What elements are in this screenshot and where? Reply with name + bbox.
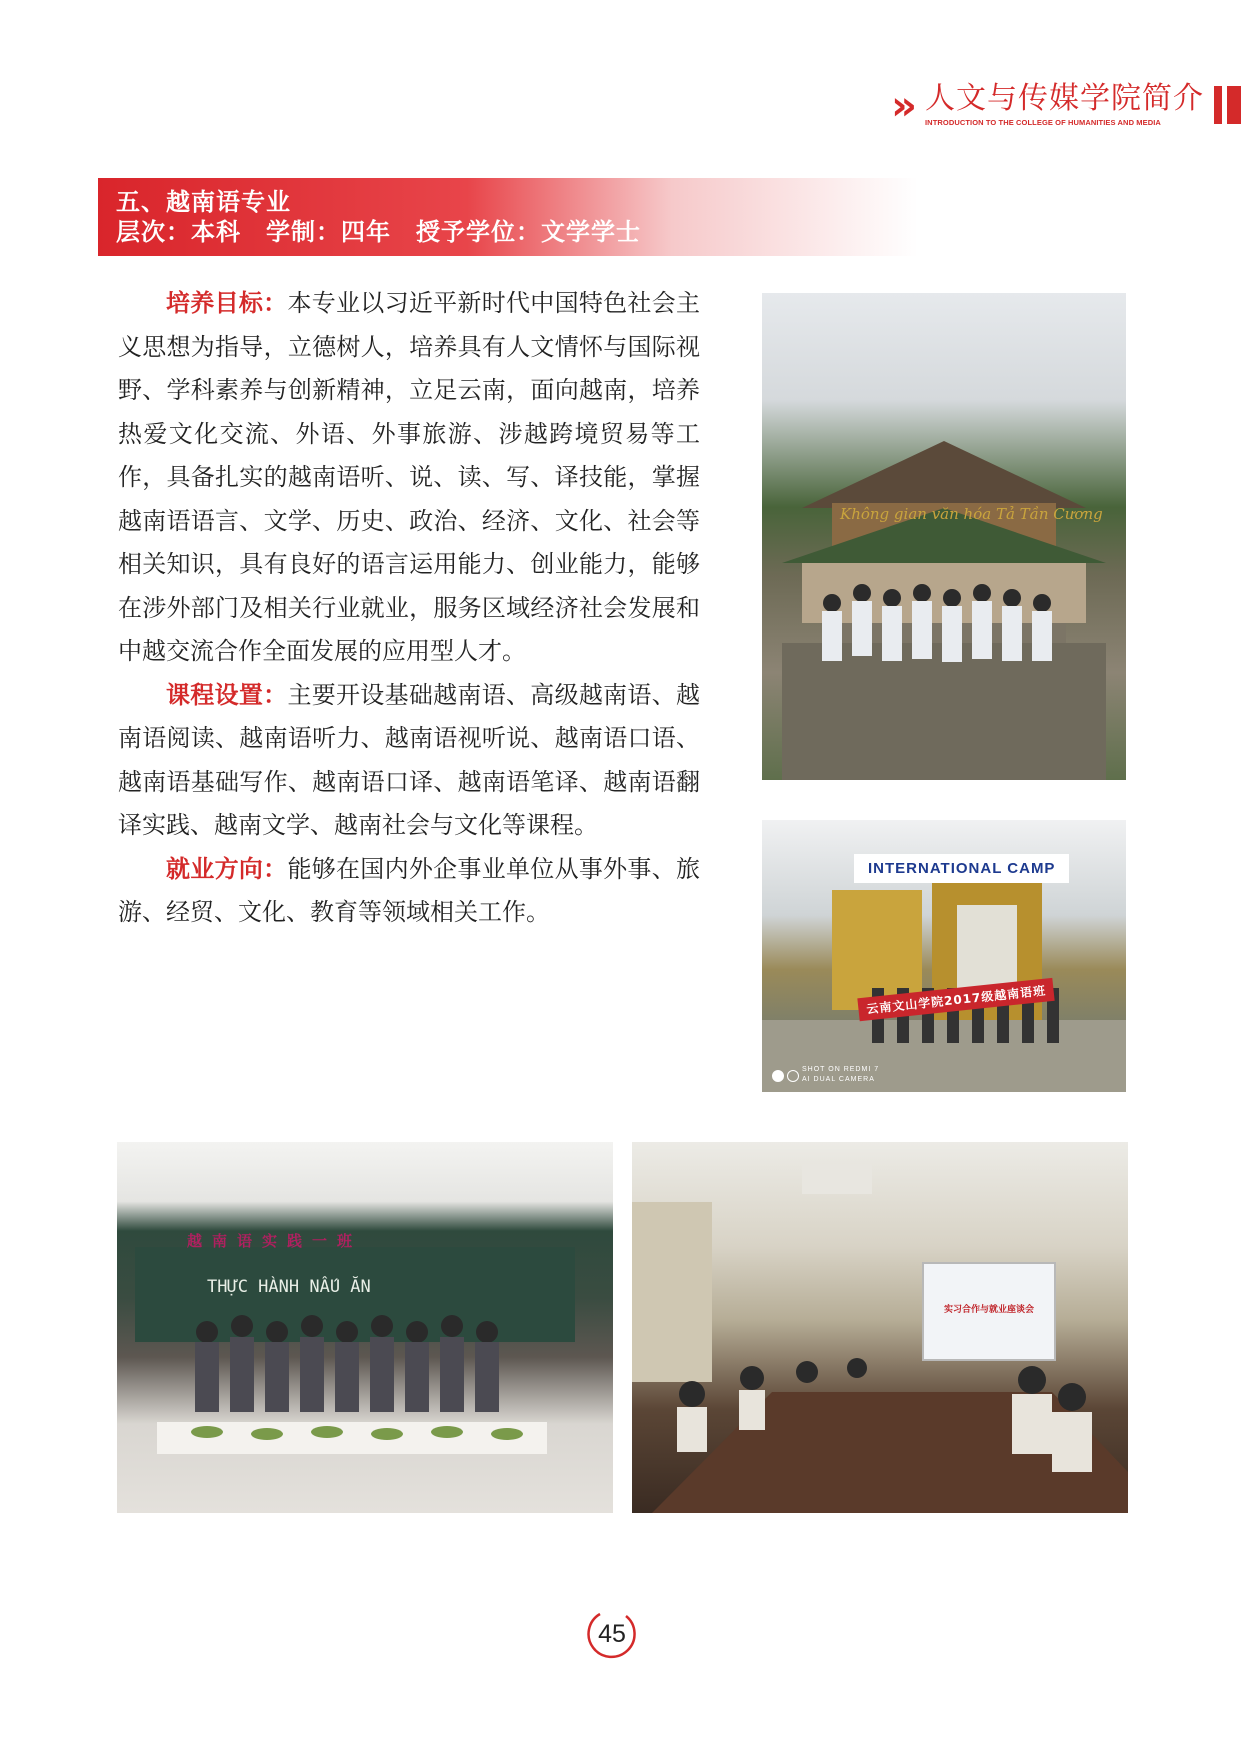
camp-sign-text: INTERNATIONAL CAMP — [854, 854, 1069, 883]
dot-icon — [772, 1070, 784, 1082]
projector-screen — [922, 1262, 1056, 1361]
section-meta: 层次：本科 学制：四年 授予学位：文学学士 — [116, 218, 641, 246]
page-number — [582, 1610, 642, 1662]
courses-text: 主要开设基础越南语、高级越南语、越南语阅读、越南语听力、越南语视听说、越南语口语、越南语基础写作、越南语口译、越南语笔译、越南语翻译实践、越南文学、越南社会与文化等课程。 — [118, 680, 701, 839]
photo-cooking-class — [117, 1142, 613, 1513]
header-title: 人文与传媒学院简介 — [925, 81, 1204, 116]
paragraph-courses — [118, 674, 700, 848]
chevron-right-icon: » — [891, 83, 917, 129]
paragraph-goal — [118, 282, 700, 674]
camera-dots-icon — [772, 1070, 799, 1082]
page-header — [891, 82, 1241, 132]
building-sign-text: Không gian văn hóa Tả Tần Cương — [840, 505, 1103, 523]
paragraph-career — [118, 848, 700, 935]
photo-group-building — [762, 293, 1126, 780]
header-text — [925, 82, 1204, 127]
section-heading: 五、越南语专业 — [116, 188, 291, 216]
dot-icon — [787, 1070, 799, 1082]
page-number-text: 45 — [598, 1620, 626, 1648]
career-label: 就业方向： — [166, 854, 288, 883]
class-banner-text: 云南文山学院2017级越南语班 — [857, 978, 1055, 1021]
body-text — [118, 282, 700, 935]
board-title-text: 越南语实践一班 — [187, 1232, 363, 1250]
career-text: 能够在国内外企事业单位从事外事、旅游、经贸、文化、教育等领域相关工作。 — [118, 854, 701, 926]
camera-stamp-line2: AI DUAL CAMERA — [802, 1076, 875, 1083]
header-bars-decoration — [1214, 86, 1241, 124]
camera-stamp-line1: SHOT ON REDMI 7 — [802, 1066, 880, 1073]
photo-meeting-room — [632, 1142, 1128, 1513]
building-illustration — [762, 293, 1126, 780]
header-subtitle: INTRODUCTION TO THE COLLEGE OF HUMANITIES AND MEDIA — [925, 118, 1161, 127]
header-bar — [1214, 86, 1222, 124]
section-banner — [98, 178, 918, 256]
photo-international-camp — [762, 820, 1126, 1092]
courses-label: 课程设置： — [166, 680, 288, 709]
screen-title-text: 实习合作与就业座谈会 — [943, 1305, 1034, 1315]
classroom-illustration — [117, 1142, 613, 1513]
board-chalk-text: THỰC HÀNH NẤU ĂN — [207, 1277, 371, 1297]
header-bar — [1227, 86, 1241, 124]
goal-text: 本专业以习近平新时代中国特色社会主义思想为指导，立德树人，培养具有人文情怀与国际视野、学科素养与创新精神，立足云南，面向越南，培养热爱文化交流、外语、外事旅游、涉越跨境贸易等工作，具备扎实的越南语听、说、读、写、译技能，掌握越南语语言、文学、历史、政治、经济、文化、社会等相关知识，具有良好的语言运用能力、创业能力，能够在涉外部门及相关行业就业，服务区域经济社会发展和中越交流合作全面发展的应用型人才。 — [118, 289, 701, 665]
goal-label: 培养目标： — [166, 289, 288, 317]
